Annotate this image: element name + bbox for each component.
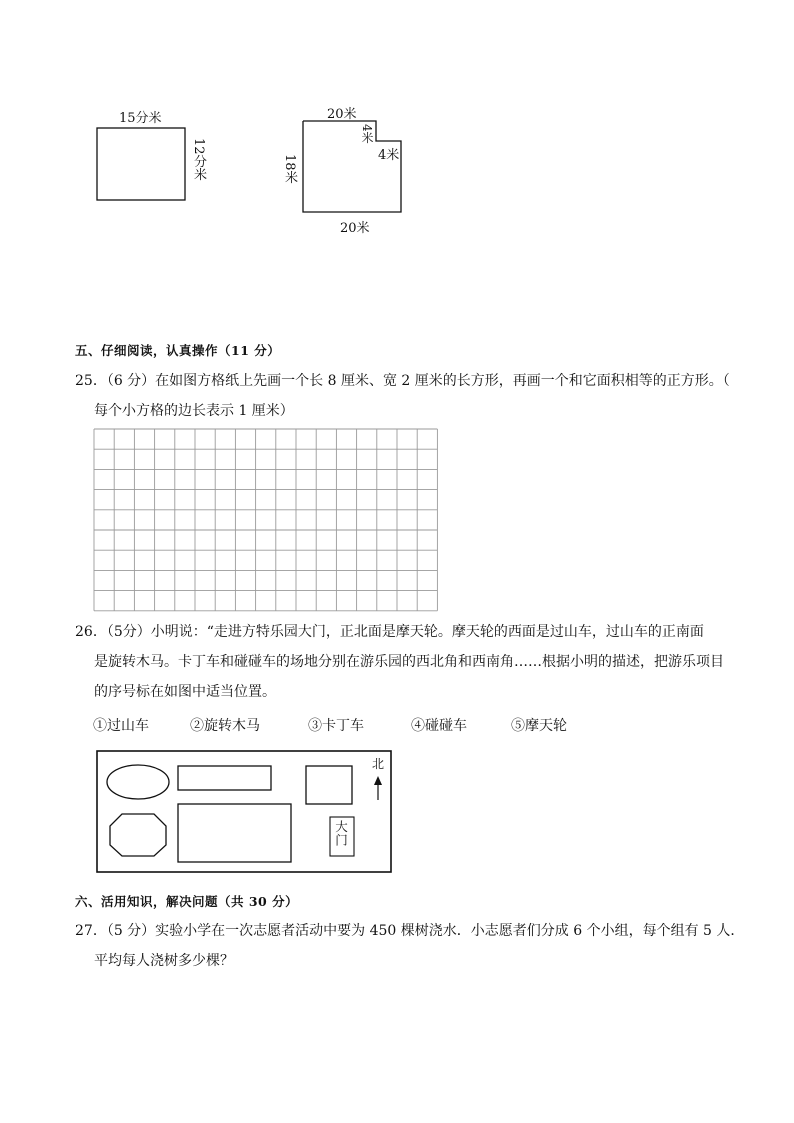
option-bumper-cars: ④碰碰车	[411, 718, 467, 734]
poly-top-label: 20米	[327, 107, 357, 122]
option-roller-coaster: ①过山车	[93, 718, 149, 734]
map-large-rect-area[interactable]	[178, 804, 291, 862]
option-ferris-wheel: ⑤摩天轮	[511, 718, 567, 734]
poly-left-label: 18米	[282, 154, 297, 184]
option-carousel: ②旋转木马	[190, 718, 260, 734]
rect-top-label: 15分米	[119, 111, 162, 126]
north-label: 北	[372, 757, 385, 771]
q26-line3: 的序号标在如图中适当位置。	[94, 684, 276, 700]
section-5-title: 五、仔细阅读，认真操作（11 分）	[75, 343, 281, 358]
q27-line2: 平均每人浇树多少棵？	[94, 953, 234, 969]
q26-line2: 是旋转木马。卡丁车和碰碰车的场地分别在游乐园的西北角和西南角……根据小明的描述，把游乐项目	[94, 654, 724, 670]
rect-side-label: 12分米	[191, 138, 206, 181]
map-top-rect-area[interactable]	[178, 766, 271, 790]
section-6-title: 六、活用知识，解决问题（共 30 分）	[75, 894, 299, 909]
map-square-area[interactable]	[306, 766, 352, 804]
map-octagon-area[interactable]	[110, 814, 166, 856]
q26-line1: 26．（5分）小明说：“走进方特乐园大门，正北面是摩天轮。摩天轮的西面是过山车，过山车的正南面	[75, 624, 704, 640]
poly-notch-h-label: 4米	[378, 148, 400, 163]
gate-label: 大门	[333, 820, 349, 847]
poly-bottom-label: 20米	[340, 221, 370, 236]
map-ellipse-area[interactable]	[107, 765, 169, 799]
q27-line1: 27．（5 分）实验小学在一次志愿者活动中要为 450 棵树浇水．小志愿者们分成 6 个小组，每个组有 5 人．	[75, 923, 745, 939]
poly-notch-v-label: 4米	[360, 124, 374, 144]
option-go-kart: ③卡丁车	[308, 718, 364, 734]
q25-line1: 25．（6 分）在如图方格纸上先画一个长 8 厘米、宽 2 厘米的长方形，再画一个和它面积相等的正方形。（	[75, 373, 730, 389]
q25-line2: 每个小方格的边长表示 1 厘米）	[94, 403, 294, 419]
